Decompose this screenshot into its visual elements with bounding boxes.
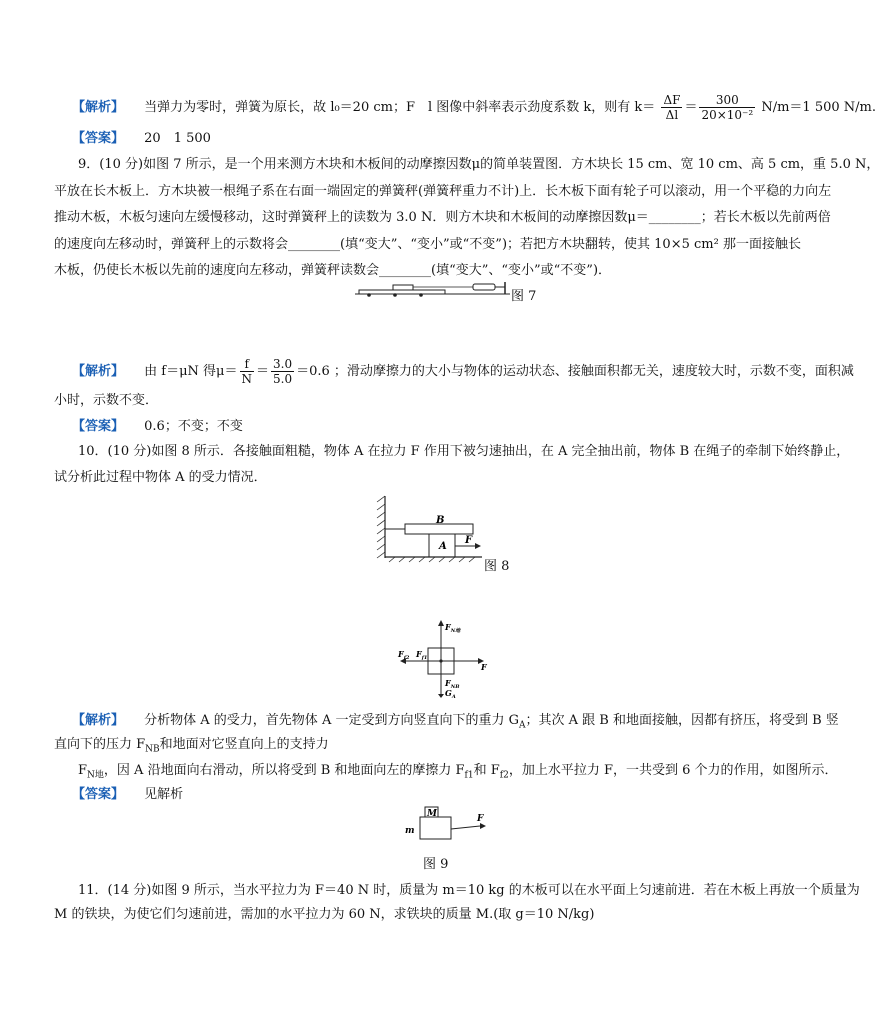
q8-fraction-value: $\frac{300}{\text{20×10⁻²}}$ [701, 93, 754, 122]
fbd-label-fn-ground: $F_{N地}$ [445, 622, 461, 634]
q10-sub-f1: f1 [464, 770, 474, 781]
q8-analysis-text-a: 当弹力为零时，弹簧为原长，故 [144, 100, 327, 115]
free-body-diagram-a [398, 620, 490, 698]
q8-analysis-text-c: N/m＝1 500 N/m. [761, 100, 876, 115]
q8-fraction-slope: $\frac{\Delta F}{\Delta l}$ [663, 93, 681, 122]
figure-9-diagram [400, 806, 492, 842]
analysis-tag: 【解析】 [72, 100, 125, 115]
q10-analysis-text-3d: ，加上水平拉力 F，一共受到 6 个力的作用，如图所示． [508, 763, 838, 778]
q8-answer: 20 1 500 [144, 131, 211, 146]
answer-tag: 【答案】 [72, 787, 125, 802]
q11-line-2: M 的铁块，为使它们匀速前进，需加的水平拉力为 60 N，求铁块的质量 M.(取 g＝10 N/kg) [54, 907, 595, 922]
q10-line-2: 试分析此过程中物体 A 的受力情况． [54, 470, 267, 485]
q10-analysis-line-2 [54, 736, 814, 759]
analysis-tag: 【解析】 [72, 713, 125, 728]
q10-sub-nground: N地 [87, 770, 104, 781]
fbd-label-fnb: $F_{NB}$ [445, 678, 460, 690]
figure-9-caption: 图 9 [423, 857, 449, 872]
q10-analysis-text-1b: ；其次 A 跟 B 和地面接触，因都有挤压，将受到 B 竖 [525, 713, 839, 728]
figure-7-caption: 图 7 [511, 289, 537, 304]
q9-line-5: 木板，仍使长木板以先前的速度向左移动，弹簧秤读数会________(填“变大”、“变小”或“不变”)． [54, 263, 612, 278]
q9-analysis-line-2: 小时，示数不变． [54, 393, 159, 408]
q10-answer-line [54, 786, 814, 804]
equals-sign: ＝ [684, 100, 698, 115]
q9-analysis-line [54, 357, 854, 386]
equals-sign: ＝ [256, 364, 270, 379]
answer-tag: 【答案】 [72, 419, 125, 434]
figure-9-label-m-lower: m [405, 826, 415, 836]
q10-analysis-text-2b: 和地面对它竖直向上的支持力 [159, 737, 329, 752]
q10-analysis-line-3 [54, 762, 838, 785]
q9-fraction-value: $\frac{3.0}{5.0}$ [273, 357, 293, 386]
q10-answer: 见解析 [144, 787, 184, 802]
q10-analysis-text-3b: ，因 A 沿地面向右滑动，所以将受到 B 和地面向左的摩擦力 F [103, 763, 465, 778]
q9-answer-line [54, 418, 814, 436]
q9-fraction-fn: $\frac{f}{N}$ [241, 357, 253, 386]
q10-analysis-text-1: 分析物体 A 的受力，首先物体 A 一定受到方向竖直向下的重力 G [144, 713, 519, 728]
figure-8-diagram [377, 496, 482, 562]
q10-line-1: 10．(10 分)如图 8 所示．各接触面粗糙，物体 A 在拉力 F 作用下被匀速抽出，在 A 完全抽出前，物体 B 在绳子的牵制下始终静止， [78, 444, 850, 459]
q10-analysis-text-3: F [78, 763, 88, 778]
q9-analysis-text-a: 由 f＝μN 得μ＝ [144, 364, 238, 379]
fbd-label-ff2: $F_{f2}$ [398, 649, 410, 661]
q9-line-2: 平放在长木板上．方木块被一根绳子系在右面一端固定的弹簧秤(弹簧秤重力不计)上．长木板下面有轮子可以滚动，用一个平稳的力向左 [54, 184, 832, 199]
q9-analysis-text-b: ＝0.6 ；滑动摩擦力的大小与物体的运动状态、接触面积都无关，速度较大时，示数不变，面积减 [296, 364, 854, 379]
figure-8-label-f: F [465, 535, 473, 546]
figure-7-apparatus [355, 282, 510, 298]
q9-line-1: 9．(10 分)如图 7 所示，是一个用来测方木块和木板间的动摩擦因数μ的简单装置图．方木块长 15 cm、宽 10 cm、高 5 cm，重 5.0 N， [78, 157, 879, 172]
figure-9-label-f: F [477, 814, 484, 824]
fbd-label-f: F [481, 662, 487, 672]
fbd-label-ff1: $F_{f1}$ [416, 649, 428, 661]
q11-line-1: 11．(14 分)如图 9 所示，当水平拉力为 F＝40 N 时，质量为 m＝10 kg 的木板可以在水平面上匀速前进．若在木板上再放一个质量为 [78, 883, 860, 898]
figure-8-caption: 图 8 [484, 559, 510, 574]
figure-9-label-m-upper: M [427, 809, 437, 819]
q9-answer: 0.6；不变；不变 [144, 419, 243, 434]
figure-8-label-b: B [436, 515, 445, 526]
q10-sub-nb: NB [145, 744, 160, 755]
q10-sub-a: A [518, 720, 526, 731]
analysis-tag: 【解析】 [72, 364, 125, 379]
answer-tag: 【答案】 [72, 131, 125, 146]
fbd-label-ga: $G_A$ [445, 688, 456, 700]
q10-sub-f2: f2 [499, 770, 509, 781]
q10-analysis-line-1 [54, 712, 839, 735]
q8-analysis-line [54, 93, 876, 122]
q9-line-3: 推动木板，木板匀速向左缓慢移动，这时弹簧秤上的读数为 3.0 N．则方木块和木板间的动摩擦因数μ＝________；若长木板以先前两倍 [54, 210, 831, 225]
q8-analysis-text-b: l₀＝20 cm；F l 图像中斜率表示劲度系数 k，则有 k＝ [330, 100, 656, 115]
figure-8-label-a: A [439, 541, 447, 552]
q10-analysis-text-2: 直向下的压力 F [54, 737, 146, 752]
q9-line-4: 的速度向左移动时，弹簧秤上的示数将会________(填“变大”、“变小”或“不变”)；若把方木块翻转，使其 10×5 cm² 那一面接触长 [54, 237, 801, 252]
q10-analysis-text-3c: 和 F [473, 763, 500, 778]
q8-answer-line [54, 130, 814, 148]
